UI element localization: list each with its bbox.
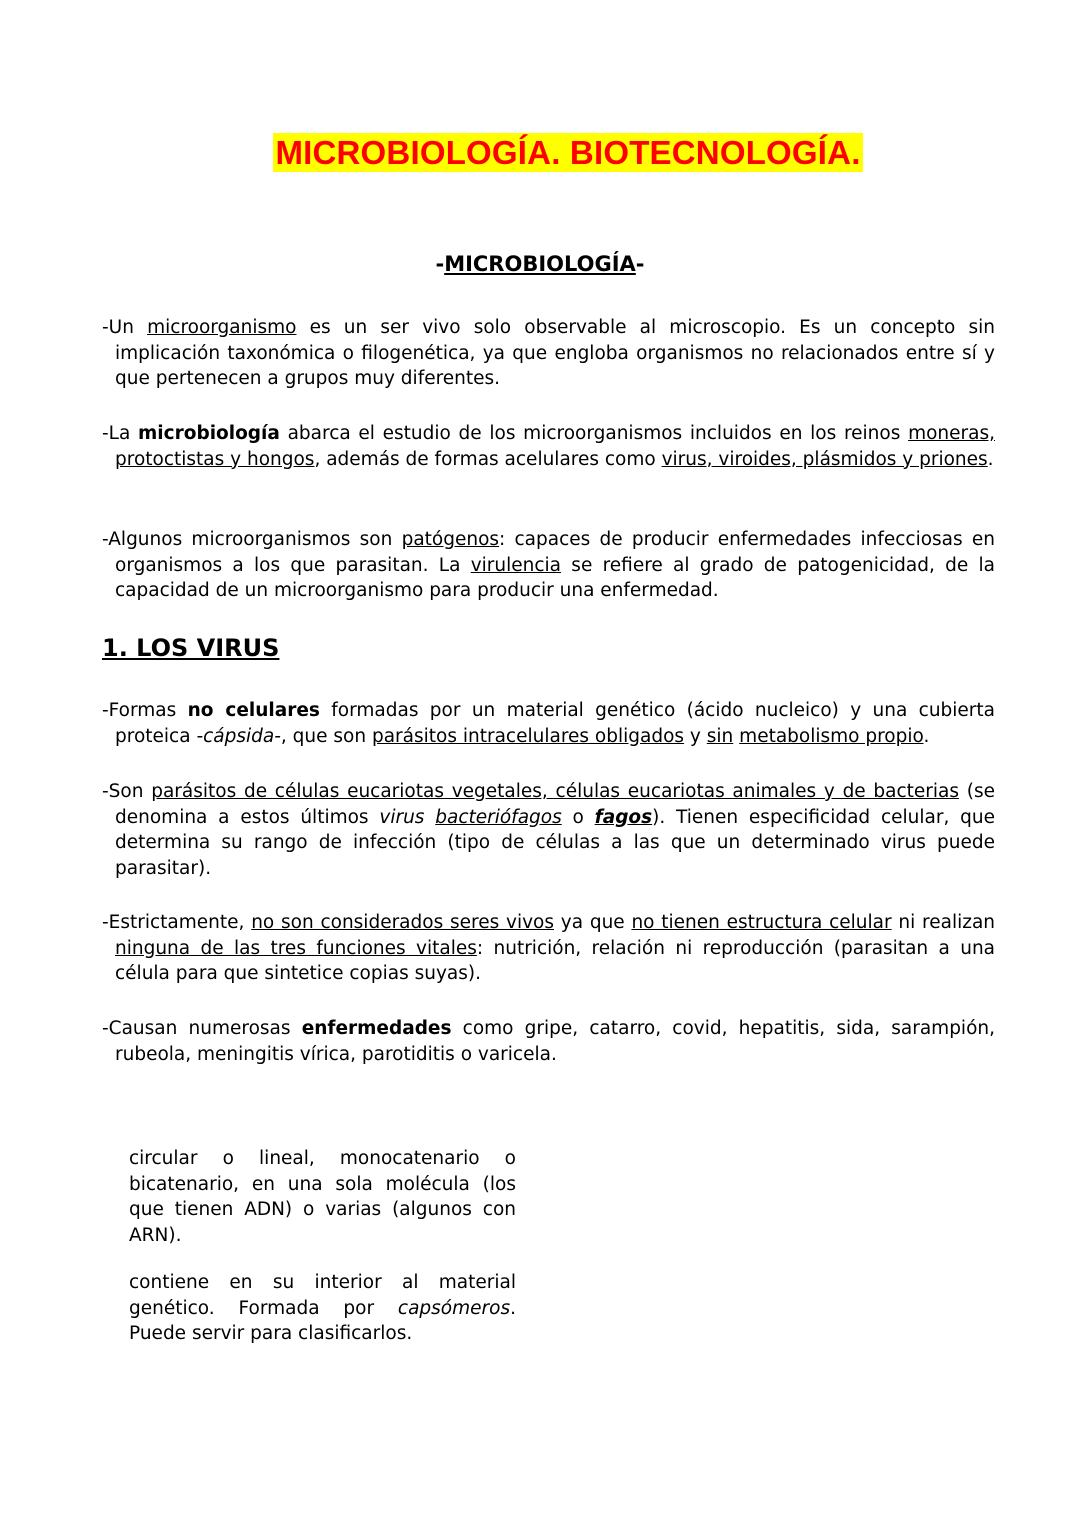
side-note-acido-nucleico: circular o lineal, monocatenario o bicatenario, en una sola molécula (los que tienen ADN) o varias (algunos con ARN). bbox=[129, 1148, 516, 1246]
paragraph-seres-vivos: -Estrictamente, no son considerados seres vivos ya que no tienen estructura celular ni realizan ninguna de las tres funciones vitales: nutrición, relación ni reproducción (parasitan a una célula para que sintetice copias suyas). bbox=[102, 912, 996, 984]
term-virulencia: virulencia bbox=[470, 554, 562, 576]
paragraph-microorganismo: -Un microorganismo es un ser vivo solo observable al microscopio. Es un concepto sin implicación taxonómica o filogenética, ya que engloba organismos no relacionados entre sí y que pertenecen a grupos muy diferentes. bbox=[102, 317, 996, 389]
paragraph-parasitos: -Son parásitos de células eucariotas vegetales, células eucariotas animales y de bacterias (se denomina a estos últimos virus bacteriófagos o fagos). Tienen especificidad celular, que determina su rango de infección (tipo de células a las que un determinado virus puede parasitar). bbox=[102, 781, 996, 879]
section-heading-virus: 1. LOS VIRUS bbox=[102, 634, 280, 662]
term-microorganismo: microorganismo bbox=[147, 317, 297, 338]
page-title bbox=[0, 134, 1080, 172]
term-microbiologia: microbiología bbox=[138, 423, 280, 444]
term-patogenos: patógenos bbox=[401, 529, 500, 550]
paragraph-enfermedades: -Causan numerosas enfermedades como gripe, catarro, covid, hepatitis, sida, sarampión, rubeola, meningitis vírica, parotiditis o varicela. bbox=[102, 1018, 996, 1065]
side-note-capsida: contiene en su interior al material genético. Formada por capsómeros. Puede servir para clasificarlos. bbox=[129, 1272, 516, 1344]
page-title-text: MICROBIOLOGÍA. BIOTECNOLOGÍA. bbox=[275, 134, 861, 171]
section-subtitle: -MICROBIOLOGÍA- bbox=[435, 252, 645, 276]
paragraph-formas: -Formas no celulares formadas por un material genético (ácido nucleico) y una cubierta proteica -cápsida-, que son parásitos intracelulares obligados y sin metabolismo propio. bbox=[102, 700, 996, 747]
paragraph-patogenos: -Algunos microorganismos son patógenos: capaces de producir enfermedades infecciosas en organismos a los que parasitan. La virulencia se refiere al grado de patogenicidad, de la capacidad de un microorganismo para producir una enfermedad. bbox=[102, 529, 995, 601]
paragraph-microbiologia: -La microbiología abarca el estudio de los microorganismos incluidos en los reinos moneras, protoctistas y hongos, además de formas acelulares como virus, viroides, plásmidos y priones. bbox=[102, 423, 995, 470]
subtitle-text: MICROBIOLOGÍA bbox=[444, 252, 636, 276]
